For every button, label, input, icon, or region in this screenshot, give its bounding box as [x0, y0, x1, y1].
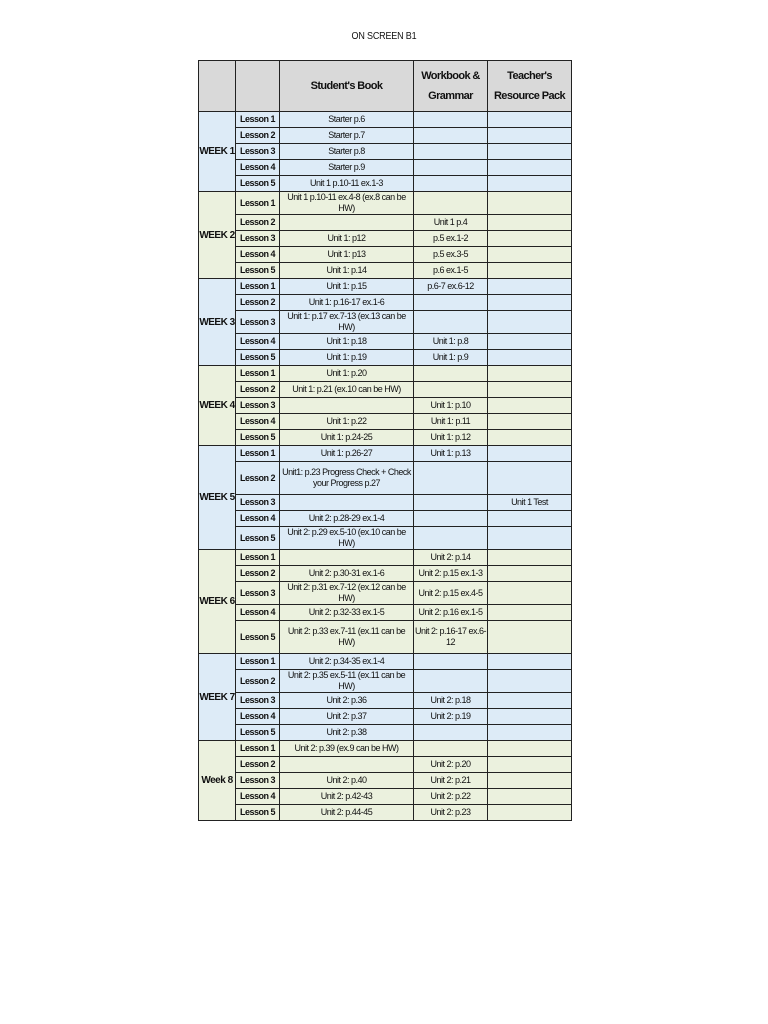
teachers-resource-cell [488, 247, 572, 263]
workbook-cell [414, 144, 488, 160]
table-row [199, 350, 572, 366]
students-book-cell: Unit 1: p.26-27 [280, 446, 414, 462]
lesson-label: Lesson 5 [236, 725, 280, 741]
teachers-resource-cell [488, 654, 572, 670]
students-book-cell: Unit 2: p.37 [280, 709, 414, 725]
students-book-cell: Unit 2: p.31 ex.7-12 (ex.12 can be HW) [280, 582, 414, 605]
students-book-cell: Unit 1: p.18 [280, 334, 414, 350]
table-row [199, 550, 572, 566]
table-row [199, 311, 572, 334]
students-book-cell: Unit 1 p.10-11 ex.4-8 (ex.8 can be HW) [280, 192, 414, 215]
header-row [199, 61, 572, 112]
lesson-label: Lesson 4 [236, 414, 280, 430]
students-book-cell: Unit 2: p.33 ex.7-11 (ex.11 can be HW) [280, 621, 414, 654]
workbook-cell [414, 741, 488, 757]
teachers-resource-cell [488, 144, 572, 160]
table-row [199, 462, 572, 495]
teachers-resource-cell [488, 176, 572, 192]
teachers-resource-cell [488, 215, 572, 231]
students-book-cell: Unit 2: p.36 [280, 693, 414, 709]
workbook-cell: Unit 2: p.19 [414, 709, 488, 725]
table-row [199, 382, 572, 398]
workbook-cell [414, 511, 488, 527]
lesson-label: Lesson 5 [236, 430, 280, 446]
lesson-label: Lesson 2 [236, 128, 280, 144]
lesson-label: Lesson 1 [236, 192, 280, 215]
students-book-cell [280, 495, 414, 511]
table-row [199, 621, 572, 654]
teachers-resource-cell [488, 382, 572, 398]
workbook-cell [414, 295, 488, 311]
lesson-label: Lesson 2 [236, 295, 280, 311]
lesson-label: Lesson 4 [236, 605, 280, 621]
lesson-label: Lesson 3 [236, 693, 280, 709]
teachers-resource-cell [488, 414, 572, 430]
table-row [199, 144, 572, 160]
table-row [199, 128, 572, 144]
lesson-label: Lesson 3 [236, 582, 280, 605]
lesson-label: Lesson 5 [236, 263, 280, 279]
week-label: WEEK 3 [199, 279, 236, 366]
table-row [199, 654, 572, 670]
lesson-label: Lesson 1 [236, 741, 280, 757]
workbook-cell: p.6 ex.1-5 [414, 263, 488, 279]
lesson-label: Lesson 5 [236, 527, 280, 550]
lesson-label: Lesson 2 [236, 382, 280, 398]
workbook-cell: Unit 2: p.22 [414, 789, 488, 805]
workbook-cell: Unit 2: p.21 [414, 773, 488, 789]
teachers-resource-cell [488, 773, 572, 789]
teachers-resource-cell [488, 789, 572, 805]
teachers-resource-cell [488, 693, 572, 709]
table-row [199, 566, 572, 582]
teachers-resource-cell [488, 192, 572, 215]
workbook-cell: Unit 1: p.10 [414, 398, 488, 414]
teachers-resource-cell [488, 725, 572, 741]
workbook-cell: p.6-7 ex.6-12 [414, 279, 488, 295]
teachers-resource-cell [488, 805, 572, 821]
students-book-cell [280, 215, 414, 231]
header-teachers-resource-pack: Teacher's Resource Pack [488, 61, 572, 112]
table-row [199, 789, 572, 805]
teachers-resource-cell [488, 112, 572, 128]
workbook-cell [414, 112, 488, 128]
lesson-label: Lesson 3 [236, 773, 280, 789]
table-row [199, 446, 572, 462]
lesson-label: Lesson 1 [236, 654, 280, 670]
students-book-cell: Unit 2: p.44-45 [280, 805, 414, 821]
lesson-label: Lesson 1 [236, 112, 280, 128]
lesson-label: Lesson 2 [236, 670, 280, 693]
workbook-cell: Unit 1: p.8 [414, 334, 488, 350]
week-label: WEEK 4 [199, 366, 236, 446]
students-book-cell: Unit 1: p.21 (ex.10 can be HW) [280, 382, 414, 398]
workbook-cell: Unit 2: p.15 ex.4-5 [414, 582, 488, 605]
students-book-cell [280, 398, 414, 414]
lesson-label: Lesson 1 [236, 446, 280, 462]
lesson-label: Lesson 1 [236, 279, 280, 295]
students-book-cell: Unit 2: p.39 (ex.9 can be HW) [280, 741, 414, 757]
lesson-label: Lesson 2 [236, 566, 280, 582]
lesson-label: Lesson 1 [236, 366, 280, 382]
workbook-cell [414, 366, 488, 382]
teachers-resource-cell [488, 527, 572, 550]
table-row [199, 757, 572, 773]
table-row [199, 231, 572, 247]
students-book-cell: Unit 2: p.32-33 ex.1-5 [280, 605, 414, 621]
teachers-resource-cell [488, 709, 572, 725]
teachers-resource-cell [488, 741, 572, 757]
table-row [199, 247, 572, 263]
students-book-cell: Unit 2: p.34-35 ex.1-4 [280, 654, 414, 670]
teachers-resource-cell [488, 366, 572, 382]
header-students-book: Student's Book [280, 61, 414, 112]
workbook-cell: Unit 2: p.16 ex.1-5 [414, 605, 488, 621]
lesson-label: Lesson 2 [236, 462, 280, 495]
teachers-resource-cell [488, 670, 572, 693]
table-row [199, 582, 572, 605]
lesson-label: Lesson 3 [236, 144, 280, 160]
table-row [199, 215, 572, 231]
table-row [199, 430, 572, 446]
week-label: WEEK 1 [199, 112, 236, 192]
week-label: WEEK 2 [199, 192, 236, 279]
students-book-cell: Unit 1: p.22 [280, 414, 414, 430]
lesson-label: Lesson 4 [236, 160, 280, 176]
workbook-cell: Unit 2: p.16-17 ex.6-12 [414, 621, 488, 654]
table-row [199, 160, 572, 176]
table-row [199, 398, 572, 414]
students-book-cell: Unit 2: p.30-31 ex.1-6 [280, 566, 414, 582]
students-book-cell [280, 550, 414, 566]
workbook-cell: Unit 2: p.23 [414, 805, 488, 821]
teachers-resource-cell [488, 128, 572, 144]
lesson-label: Lesson 4 [236, 334, 280, 350]
lesson-label: Lesson 4 [236, 247, 280, 263]
lesson-label: Lesson 3 [236, 231, 280, 247]
workbook-cell [414, 311, 488, 334]
students-book-cell: Unit 1: p.16-17 ex.1-6 [280, 295, 414, 311]
students-book-cell: Unit 1: p.14 [280, 263, 414, 279]
table-row [199, 263, 572, 279]
workbook-cell [414, 495, 488, 511]
students-book-cell: Starter p.7 [280, 128, 414, 144]
teachers-resource-cell [488, 511, 572, 527]
week-label: WEEK 6 [199, 550, 236, 654]
teachers-resource-cell [488, 231, 572, 247]
teachers-resource-cell: Unit 1 Test [488, 495, 572, 511]
teachers-resource-cell [488, 263, 572, 279]
table-row [199, 295, 572, 311]
lesson-label: Lesson 2 [236, 215, 280, 231]
workbook-cell [414, 128, 488, 144]
workbook-cell [414, 725, 488, 741]
lesson-label: Lesson 3 [236, 311, 280, 334]
table-row [199, 112, 572, 128]
students-book-cell: Unit 1: p12 [280, 231, 414, 247]
table-row [199, 495, 572, 511]
lesson-label: Lesson 3 [236, 495, 280, 511]
teachers-resource-cell [488, 757, 572, 773]
teachers-resource-cell [488, 279, 572, 295]
workbook-cell: Unit 1 p.4 [414, 215, 488, 231]
table-row [199, 176, 572, 192]
teachers-resource-cell [488, 605, 572, 621]
workbook-cell: Unit 2: p.20 [414, 757, 488, 773]
teachers-resource-cell [488, 446, 572, 462]
workbook-cell: Unit 1: p.12 [414, 430, 488, 446]
students-book-cell: Unit 1: p.19 [280, 350, 414, 366]
table-body [199, 112, 572, 821]
table-row [199, 805, 572, 821]
week-label: Week 8 [199, 741, 236, 821]
table-row [199, 693, 572, 709]
teachers-resource-cell [488, 311, 572, 334]
table-row [199, 725, 572, 741]
table-row [199, 741, 572, 757]
students-book-cell: Unit 2: p.38 [280, 725, 414, 741]
workbook-cell: Unit 2: p.14 [414, 550, 488, 566]
students-book-cell: Unit1: p.23 Progress Check + Check your Progress p.27 [280, 462, 414, 495]
students-book-cell [280, 757, 414, 773]
table-row [199, 773, 572, 789]
workbook-cell [414, 176, 488, 192]
lesson-label: Lesson 4 [236, 511, 280, 527]
lesson-label: Lesson 4 [236, 709, 280, 725]
workbook-cell: Unit 2: p.15 ex.1-3 [414, 566, 488, 582]
teachers-resource-cell [488, 295, 572, 311]
teachers-resource-cell [488, 350, 572, 366]
workbook-cell [414, 192, 488, 215]
lesson-label: Lesson 4 [236, 789, 280, 805]
teachers-resource-cell [488, 566, 572, 582]
teachers-resource-cell [488, 582, 572, 605]
teachers-resource-cell [488, 462, 572, 495]
teachers-resource-cell [488, 334, 572, 350]
students-book-cell: Unit 2: p.28-29 ex.1-4 [280, 511, 414, 527]
students-book-cell: Unit 2: p.42-43 [280, 789, 414, 805]
table-row [199, 366, 572, 382]
workbook-cell: p.5 ex.3-5 [414, 247, 488, 263]
students-book-cell: Unit 2: p.40 [280, 773, 414, 789]
header-blank-lesson [236, 61, 280, 112]
header-workbook-grammar: Workbook & Grammar [414, 61, 488, 112]
students-book-cell: Unit 2: p.35 ex.5-11 (ex.11 can be HW) [280, 670, 414, 693]
lesson-label: Lesson 5 [236, 621, 280, 654]
table-row [199, 279, 572, 295]
workbook-cell: Unit 2: p.18 [414, 693, 488, 709]
students-book-cell: Unit 1: p13 [280, 247, 414, 263]
students-book-cell: Unit 1: p.15 [280, 279, 414, 295]
table-row [199, 414, 572, 430]
teachers-resource-cell [488, 430, 572, 446]
table-row [199, 527, 572, 550]
table-row [199, 334, 572, 350]
lesson-label: Lesson 5 [236, 350, 280, 366]
lesson-label: Lesson 5 [236, 176, 280, 192]
table-row [199, 605, 572, 621]
workbook-cell [414, 160, 488, 176]
document-title: ON SCREEN B1 [351, 31, 417, 42]
students-book-cell: Starter p.6 [280, 112, 414, 128]
lesson-label: Lesson 3 [236, 398, 280, 414]
workbook-cell: p.5 ex.1-2 [414, 231, 488, 247]
teachers-resource-cell [488, 550, 572, 566]
week-label: WEEK 5 [199, 446, 236, 550]
workbook-cell [414, 462, 488, 495]
students-book-cell: Unit 1: p.24-25 [280, 430, 414, 446]
table-row [199, 511, 572, 527]
workbook-cell: Unit 1: p.11 [414, 414, 488, 430]
table-row [199, 709, 572, 725]
teachers-resource-cell [488, 621, 572, 654]
table-row [199, 192, 572, 215]
header-blank-week [199, 61, 236, 112]
workbook-cell: Unit 1: p.9 [414, 350, 488, 366]
lesson-label: Lesson 5 [236, 805, 280, 821]
students-book-cell: Unit 1: p.17 ex.7-13 (ex.13 can be HW) [280, 311, 414, 334]
students-book-cell: Unit 1 p.10-11 ex.1-3 [280, 176, 414, 192]
workbook-cell [414, 382, 488, 398]
table-row [199, 670, 572, 693]
lesson-label: Lesson 1 [236, 550, 280, 566]
students-book-cell: Starter p.8 [280, 144, 414, 160]
teachers-resource-cell [488, 160, 572, 176]
lesson-label: Lesson 2 [236, 757, 280, 773]
week-label: WEEK 7 [199, 654, 236, 741]
workbook-cell [414, 654, 488, 670]
students-book-cell: Unit 2: p.29 ex.5-10 (ex.10 can be HW) [280, 527, 414, 550]
teachers-resource-cell [488, 398, 572, 414]
students-book-cell: Starter p.9 [280, 160, 414, 176]
students-book-cell: Unit 1: p.20 [280, 366, 414, 382]
workbook-cell [414, 527, 488, 550]
workbook-cell [414, 670, 488, 693]
workbook-cell: Unit 1: p.13 [414, 446, 488, 462]
lesson-plan-table [198, 60, 572, 821]
